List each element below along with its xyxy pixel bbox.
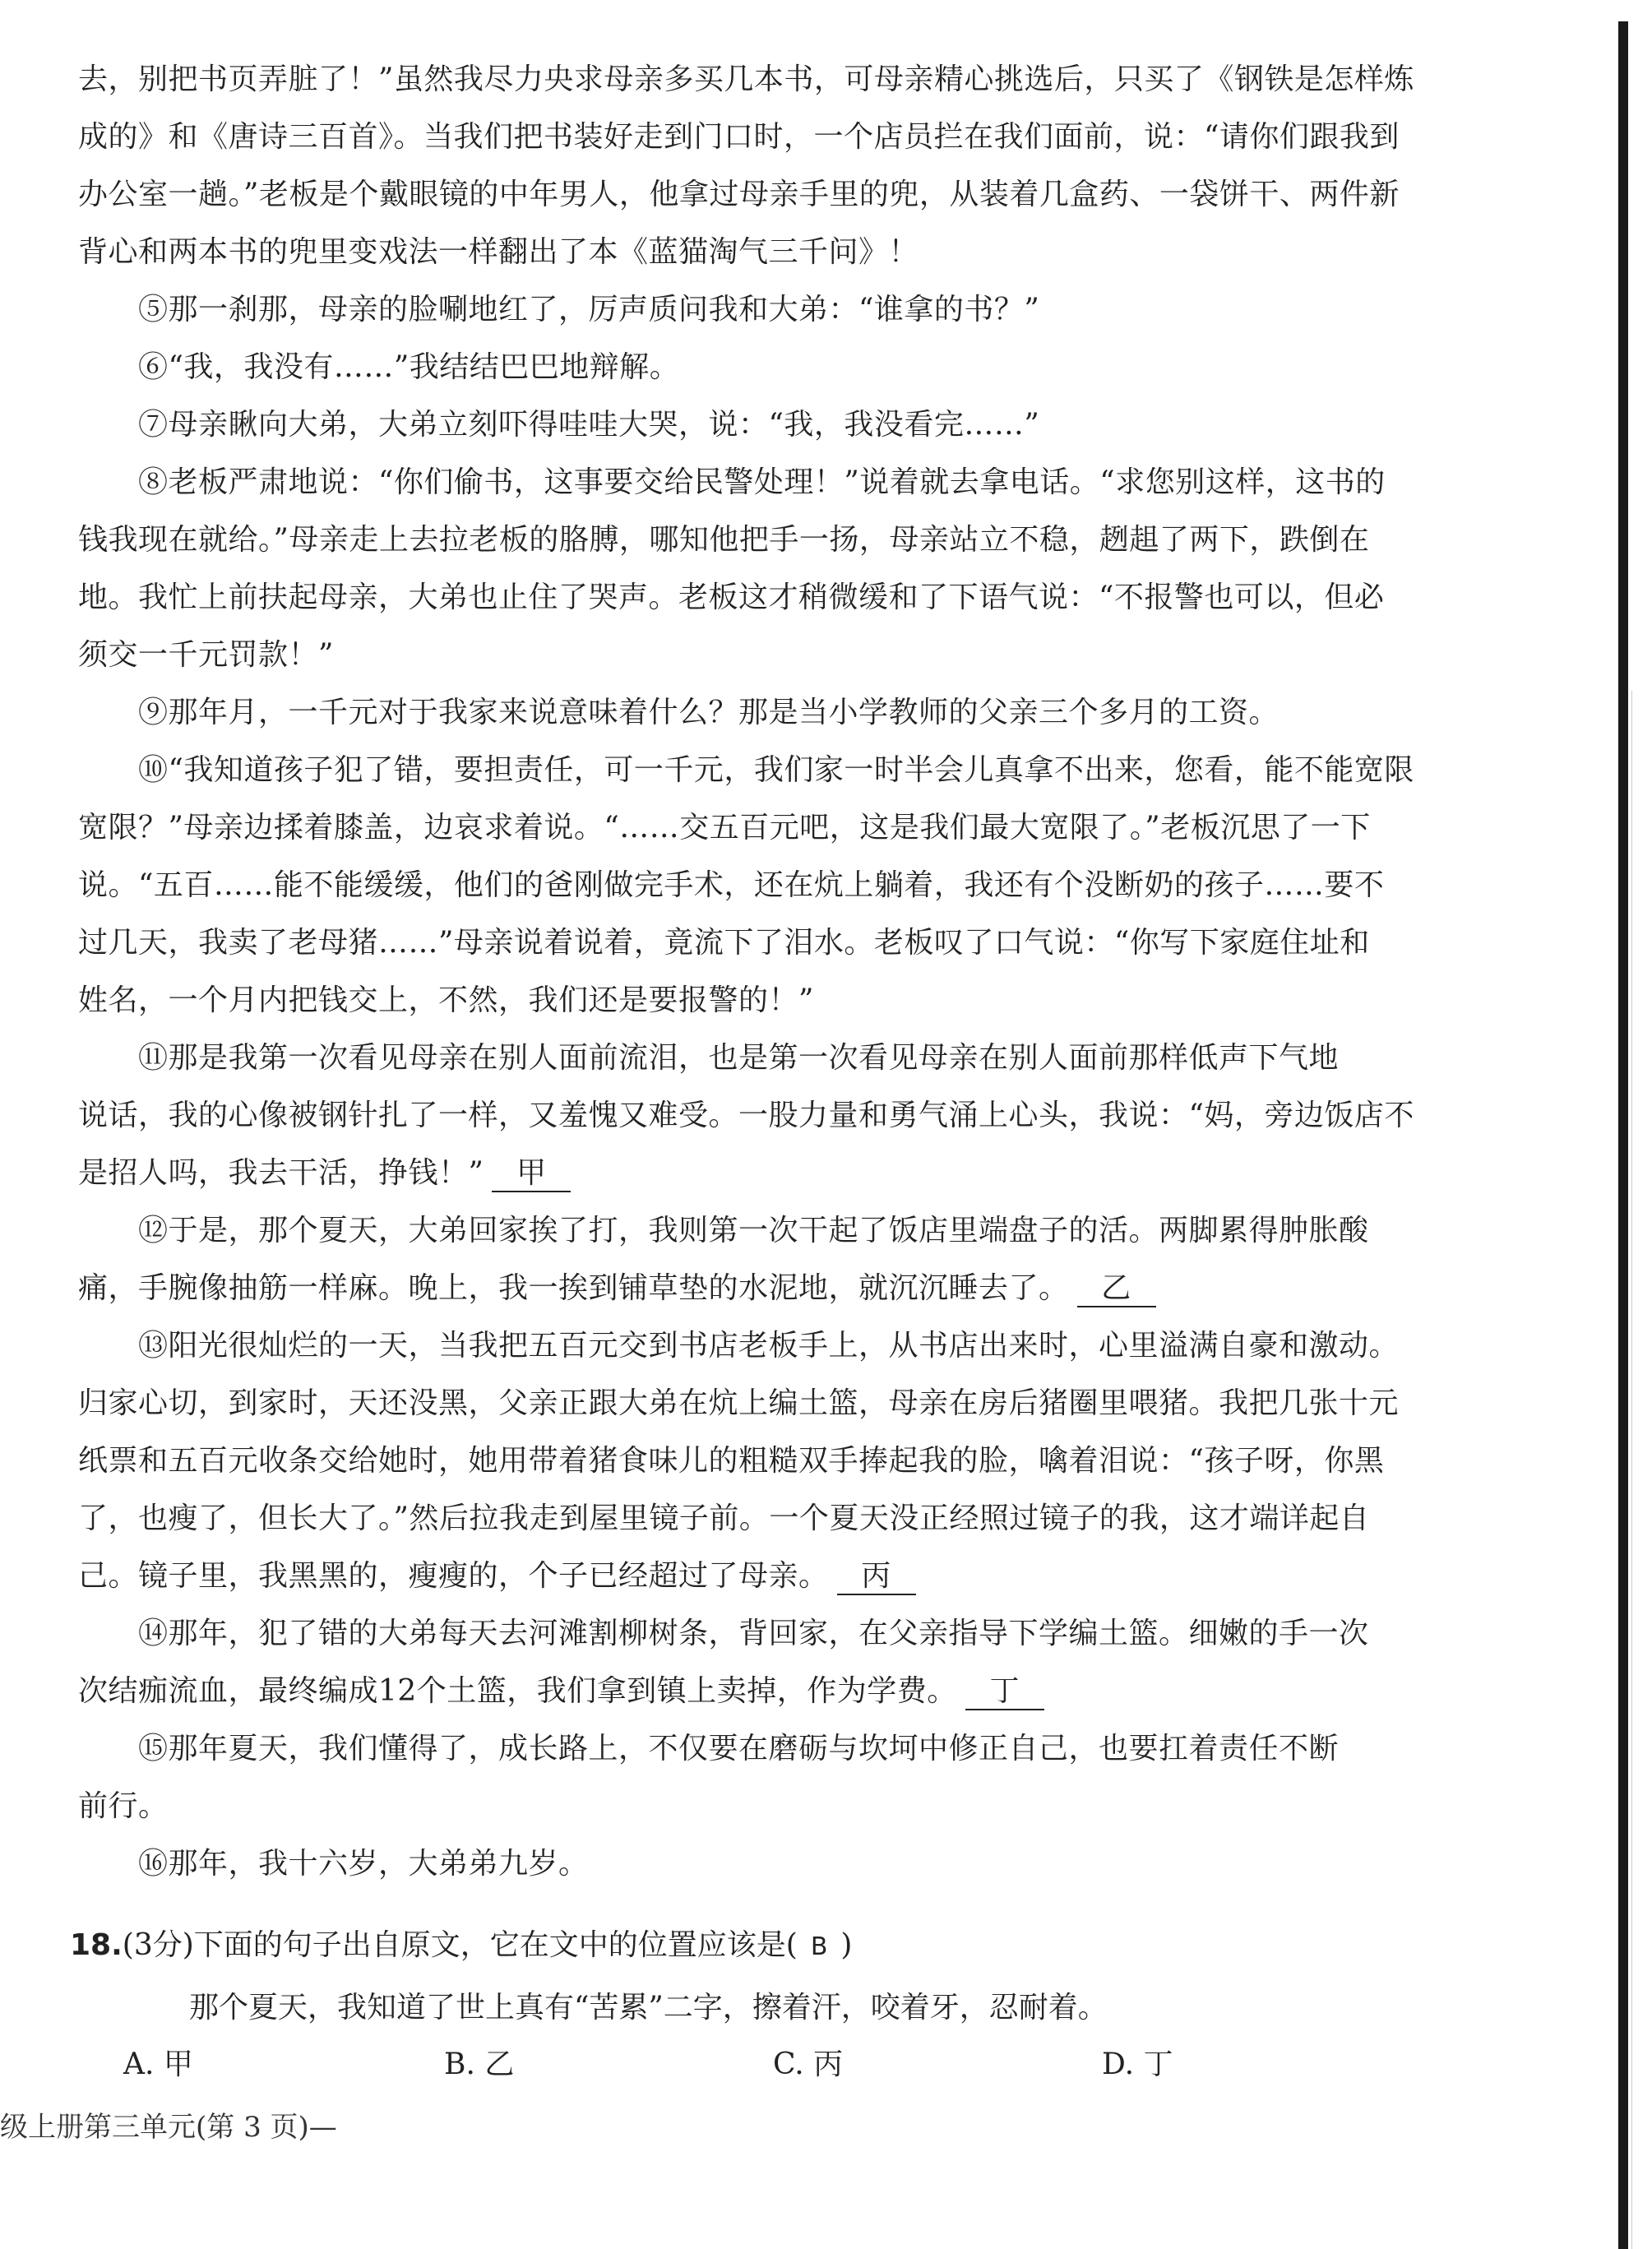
passage-line: ⑮那年夏天，我们懂得了，成长路上，不仅要在磨砺与坎坷中修正自己，也要扛着责任不断 xyxy=(138,1732,1340,1765)
passage-line: ⑫于是，那个夏天，大弟回家挨了打，我则第一次干起了饭店里端盘子的活。两脚累得肿胀酸 xyxy=(138,1214,1369,1247)
passage-line: 归家心切，到家时，天还没黑，父亲正跟大弟在炕上编土篮，母亲在房后猪圈里喂猪。我把几张十元 xyxy=(78,1386,1400,1420)
passage-line: 说。“五百……能不能缓缓，他们的爸刚做完手术，还在炕上躺着，我还有个没断奶的孩子……要不 xyxy=(78,868,1385,902)
passage-line: 背心和两本书的兜里变戏法一样翻出了本《蓝猫淘气三千问》！ xyxy=(78,235,919,269)
question-number: 18. xyxy=(70,1928,123,1962)
answer-mark: B xyxy=(810,1932,828,1961)
page-footer: 级上册第三单元(第 3 页)— xyxy=(0,2111,337,2144)
passage-line-text: 次结痂流血，最终编成12个土篮，我们拿到镇上卖掉，作为学费。 xyxy=(78,1674,957,1708)
passage-line: ⑬阳光很灿烂的一天，当我把五百元交到书店老板手上，从书店出来时，心里溢满自豪和激动。 xyxy=(138,1329,1400,1363)
option-b[interactable]: B. 乙 xyxy=(444,2048,515,2081)
blank-jia: 甲 xyxy=(492,1156,571,1192)
question-18 xyxy=(70,1922,1468,1964)
passage-line: 须交一千元罚款！” xyxy=(78,638,334,672)
question-stem-close: ) xyxy=(840,1928,853,1962)
passage-line-with-blank xyxy=(78,1145,1476,1202)
passage-line: 纸票和五百元收条交给她时，她用带着猪食味儿的粗糙双手捧起我的脸，噙着泪说：“孩子呀，你黑 xyxy=(78,1444,1385,1478)
passage-line-with-blank xyxy=(78,1548,1476,1605)
passage-line: 了，也瘦了，但长大了。”然后拉我走到屋里镜子前。一个夏天没正经照过镜子的我，这才端详起自 xyxy=(78,1502,1370,1535)
passage-line: 宽限？”母亲边揉着膝盖，边哀求着说。“……交五百元吧，这是我们最大宽限了。”老板沉思了一下 xyxy=(78,811,1371,845)
passage-line: ⑪那是我第一次看见母亲在别人面前流泪，也是第一次看见母亲在别人面前那样低声下气地 xyxy=(138,1041,1340,1075)
passage-line: ⑥“我，我没有……”我结结巴巴地辩解。 xyxy=(138,350,680,384)
passage-line: ⑦母亲瞅向大弟，大弟立刻吓得哇哇大哭，说：“我，我没看完……” xyxy=(138,408,1040,442)
passage-line: ⑩“我知道孩子犯了错，要担责任，可一千元，我们家一时半会儿真拿不出来，您看，能不能宽限 xyxy=(138,753,1414,787)
passage-line: 地。我忙上前扶起母亲，大弟也止住了哭声。老板这才稍微缓和了下语气说：“不报警也可以，但必 xyxy=(78,581,1385,614)
option-a[interactable]: A. 甲 xyxy=(123,2048,193,2081)
blank-yi: 乙 xyxy=(1077,1271,1156,1307)
passage-line-text: 是招人吗，我去干活，挣钱！” xyxy=(78,1156,484,1190)
blank-ding: 丁 xyxy=(965,1674,1044,1710)
passage-line: ⑤那一刹那，母亲的脸唰地红了，厉声质问我和大弟：“谁拿的书？” xyxy=(138,293,1040,326)
passage-line: 前行。 xyxy=(78,1789,169,1823)
page-edge-line xyxy=(1631,691,1632,2249)
question-stem: (3分)下面的句子出自原文，它在文中的位置应该是( xyxy=(122,1928,798,1962)
passage-line: ⑯那年，我十六岁，大弟弟九岁。 xyxy=(138,1847,589,1881)
question-sentence: 那个夏天，我知道了世上真有“苦累”二字，擦着汗，咬着牙，忍耐着。 xyxy=(189,1991,1108,2025)
passage-line: 钱我现在就给。”母亲走上去拉老板的胳膊，哪知他把手一扬，母亲站立不稳，趔趄了两下，跌倒在 xyxy=(78,523,1370,557)
option-d[interactable]: D. 丁 xyxy=(1102,2048,1173,2081)
passage-line: 过几天，我卖了老母猪……”母亲说着说着，竟流下了泪水。老板叹了口气说：“你写下家庭住址和 xyxy=(78,926,1370,960)
passage-line-text: 痛，手腕像抽筋一样麻。晚上，我一挨到铺草垫的水泥地，就沉沉睡去了。 xyxy=(78,1271,1069,1305)
passage-line: 去，别把书页弄脏了！”虽然我尽力央求母亲多买几本书，可母亲精心挑选后，只买了《钢铁是怎样炼 xyxy=(78,62,1414,96)
page-edge-bar xyxy=(1618,21,1628,2249)
blank-bing: 丙 xyxy=(837,1559,916,1595)
passage-line-text: 己。镜子里，我黑黑的，瘦瘦的，个子已经超过了母亲。 xyxy=(78,1559,829,1593)
passage-line-with-blank xyxy=(78,1260,1476,1317)
passage-line-with-blank xyxy=(78,1663,1476,1720)
passage-line: ⑨那年月，一千元对于我家来说意味着什么？那是当小学教师的父亲三个多月的工资。 xyxy=(138,696,1279,729)
passage-line: 办公室一趟。”老板是个戴眼镜的中年男人，他拿过母亲手里的兜，从装着几盒药、一袋饼干、两件新 xyxy=(78,178,1400,211)
answer-options xyxy=(123,2036,1192,2094)
passage-line: 说话，我的心像被钢针扎了一样，又羞愧又难受。一股力量和勇气涌上心头，我说：“妈，旁边饭店不 xyxy=(78,1099,1414,1132)
passage-line: 姓名，一个月内把钱交上，不然，我们还是要报警的！” xyxy=(78,983,814,1017)
reading-passage xyxy=(78,51,1476,1893)
passage-line: 成的》和《唐诗三百首》。当我们把书装好走到门口时，一个店员拦在我们面前，说：“请你们跟我到 xyxy=(78,120,1400,154)
option-c[interactable]: C. 丙 xyxy=(773,2048,844,2081)
passage-line: ⑧老板严肃地说：“你们偷书，这事要交给民警处理！”说着就去拿电话。“求您别这样，这书的 xyxy=(138,465,1386,499)
passage-line: ⑭那年，犯了错的大弟每天去河滩割柳树条，背回家，在父亲指导下学编土篮。细嫩的手一次 xyxy=(138,1617,1369,1650)
